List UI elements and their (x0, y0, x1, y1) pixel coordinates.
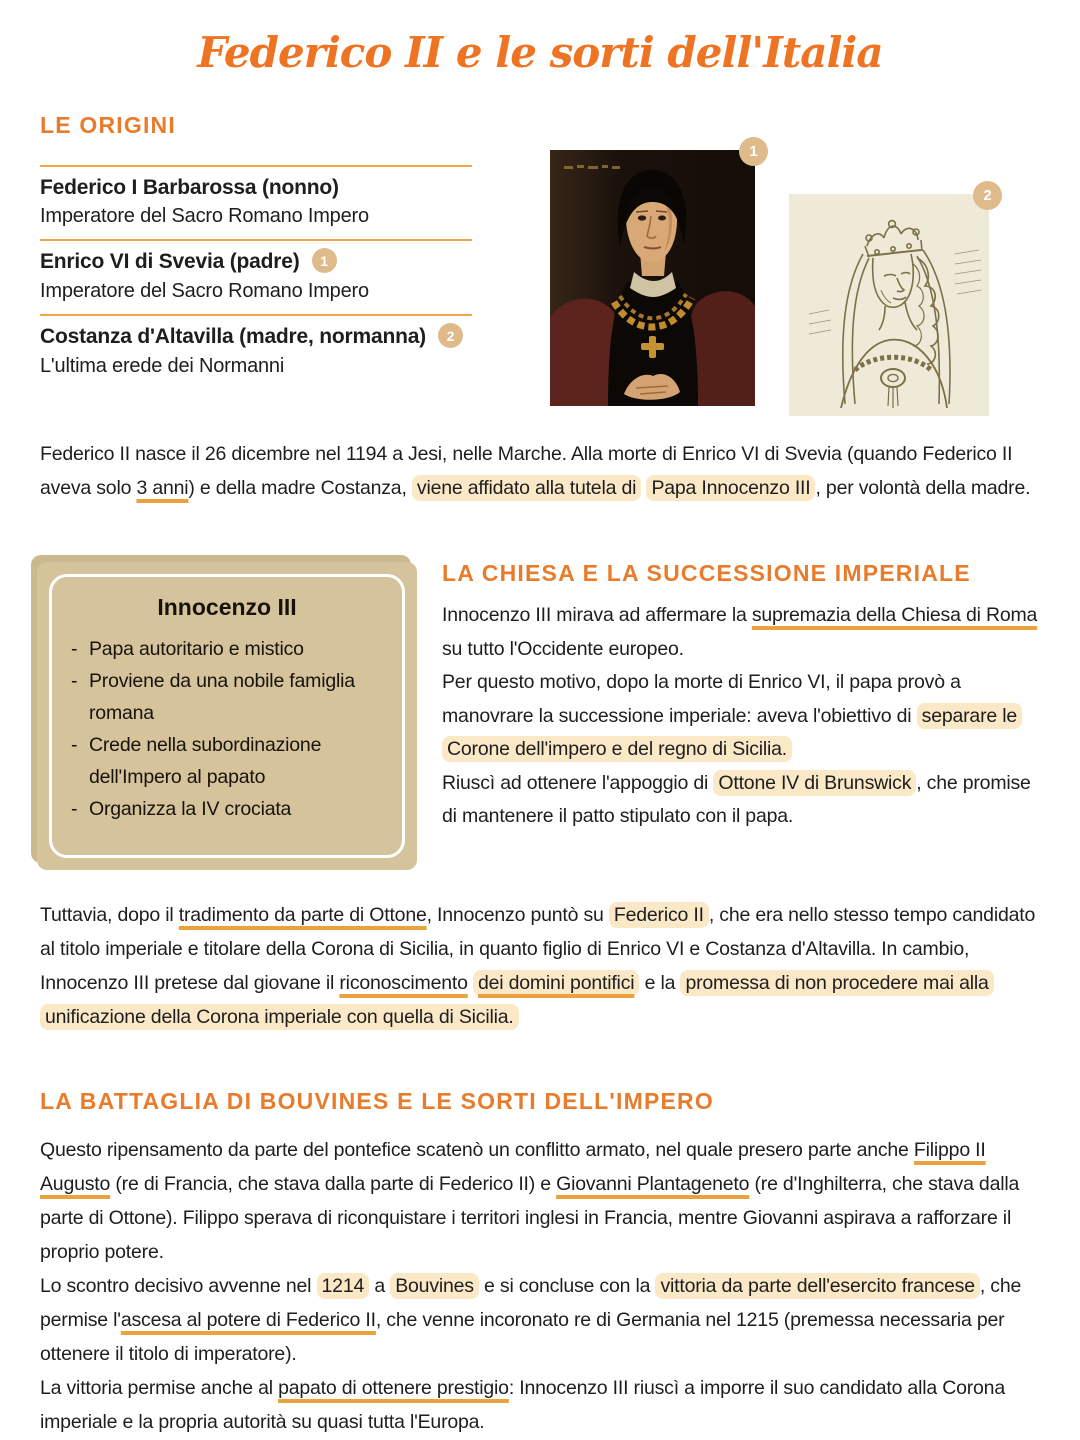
church-paragraph: Per questo motivo, dopo la morte di Enrico VI, il papa provò a manovrare la successione imperiale: aveva l'obiettivo di separare le Corone dell'impero e del regno di Sicilia. (442, 666, 1046, 767)
infobox-item: - Crede nella subordinazione dell'Impero al papato (71, 729, 387, 793)
tuttavia-paragraph: Tuttavia, dopo il tradimento da parte di Ottone, Innocenzo puntò su Federico II , che era nello stesso tempo candidato al titolo imperiale e titolare della Corona di Sicilia, in quanto figlio di Enrico VI e Costanza d'Altavilla. In cambio, Innocenzo III pretese dal giovane il riconoscimento dei domini pontifici e la promessa di non procedere mai alla unificazione della Corona imperiale con quella di Sicilia. (40, 904, 1036, 1028)
person-number-badge: 1 (312, 248, 337, 273)
figure-engraving-costanza (789, 187, 992, 416)
person-row (40, 167, 480, 239)
engraving-image (789, 194, 989, 416)
intro-paragraph: Federico II nasce il 26 dicembre nel 1194 a Jesi, nelle Marche. Alla morte di Enrico VI di Svevia (quando Federico II aveva solo 3 anni) e della madre Costanza, viene affidato alla tutela di Papa Innocenzo III , per volontà della madre. (40, 443, 1031, 499)
person-name: Costanza d'Altavilla (madre, normanna) 2 (40, 325, 480, 350)
person-name: Enrico VI di Svevia (padre) 1 (40, 250, 480, 275)
infobox-item: - Papa autoritario e mistico (71, 633, 387, 665)
section-heading-church: LA CHIESA E LA SUCCESSIONE IMPERIALE (442, 560, 971, 586)
page-title: Federico II e le sorti dell'Italia (197, 28, 883, 77)
section-heading-origins: LE ORIGINI (40, 112, 176, 138)
person-number-badge: 2 (438, 323, 463, 348)
portrait-painting-image (550, 150, 755, 406)
figure-number-badge: 2 (973, 181, 1002, 210)
section-heading-bouvines: LA BATTAGLIA DI BOUVINES E LE SORTI DELL'IMPERO (40, 1088, 714, 1114)
person-name: Federico I Barbarossa (nonno) (40, 176, 339, 199)
figure-number-badge: 1 (739, 137, 768, 166)
bouvines-paragraph: Questo ripensamento da parte del pontefice scatenò un conflitto armato, nel quale presero parte anche Filippo II Augusto (re di Francia, che stava dalla parte di Federico II) e Giovanni Plantageneto (re d'Inghilterra, che stava dalla parte di Ottone). Filippo sperava di riconquistare i territori inglesi in Francia, mentre Giovanni aspirava a rafforzare il proprio potere. Lo scontro decisivo avvenne nel 1214 a Bouvines e si concluse con la vittoria da parte dell'esercito francese , che permise l'ascesa al potere di Federico II, che venne incoronato re di Germania nel 1215 (premessa necessaria per ottenere il titolo di imperatore). La vittoria permise anche al papato di ottenere prestigio: Innocenzo III riuscì a imporre il suo candidato alla Corona imperiale e la propria autorità su quasi tutta l'Europa. (40, 1139, 1022, 1433)
infobox-innocenzo (37, 562, 417, 870)
person-description: L'ultima erede dei Normanni (40, 355, 285, 377)
infobox-title: Innocenzo III (157, 594, 297, 620)
figure-portrait-enrico-vi (550, 143, 758, 406)
church-paragraph: Innocenzo III mirava ad affermare la supremazia della Chiesa di Roma su tutto l'Occidente europeo. (442, 604, 1038, 660)
section-origins (40, 112, 480, 389)
church-paragraph: Riuscì ad ottenere l'appoggio di Ottone IV di Brunswick , che promise di mantenere il patto stipulato con il papa. (442, 771, 1031, 827)
person-row (40, 241, 480, 314)
infobox-item: - Proviene da una nobile famiglia romana (71, 665, 387, 729)
infobox-item: - Organizza la IV crociata (71, 793, 387, 825)
person-description: Imperatore del Sacro Romano Impero (40, 280, 369, 302)
person-row (40, 316, 480, 389)
person-description: Imperatore del Sacro Romano Impero (40, 205, 369, 227)
section-church-succession (442, 560, 1046, 834)
infobox-list (37, 633, 417, 825)
